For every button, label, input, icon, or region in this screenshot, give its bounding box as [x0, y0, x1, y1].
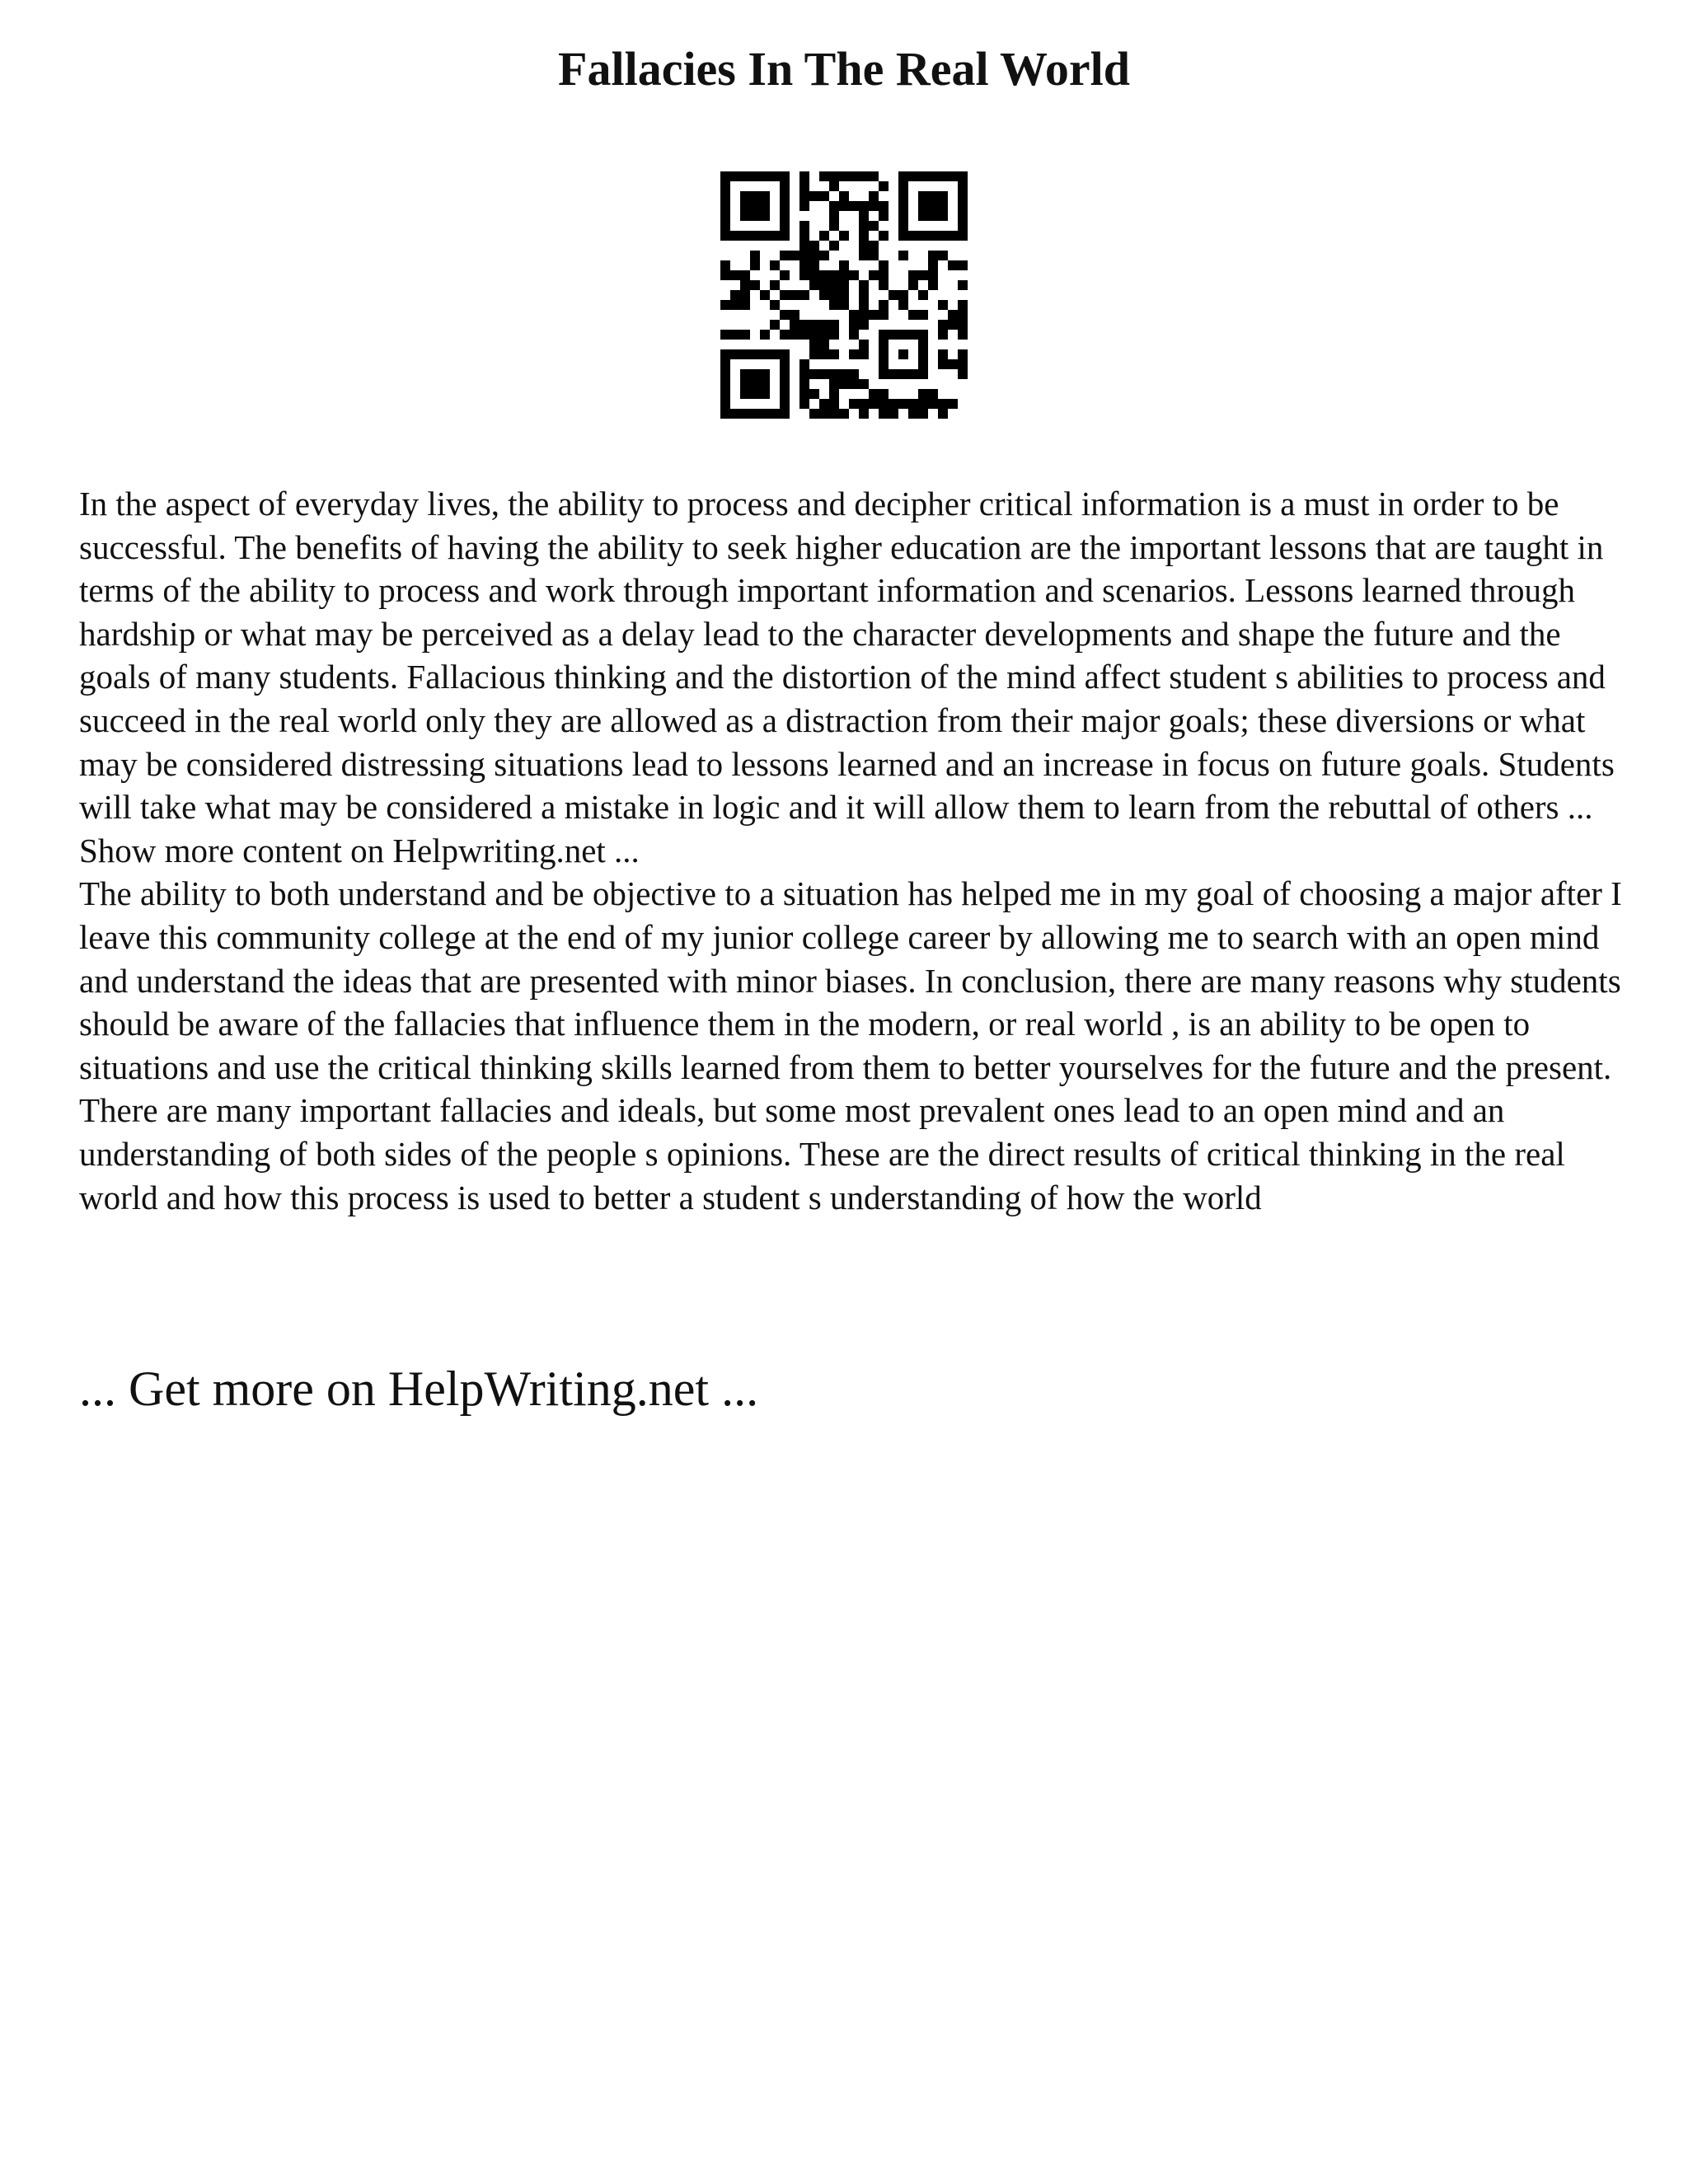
paragraph-1: In the aspect of everyday lives, the ability to process and decipher critical information is a must in order to be successful. The benefits of having the ability to seek higher education are the important lessons that are taught in terms of the ability to process and work through important information and scenarios. Lessons learned through hardship or what may be perceived as a delay lead to the character developments and shape the future and the goals of many students. Fallacious thinking and the distortion of the mind affect student s abilities to process and succeed in the real world only they are allowed as a distraction from their major goals; these diversions or what may be considered distressing situations lead to lessons learned and an increase in focus on future goals. Students will take what may be considered a mistake in logic and it will allow them to learn from the rebuttal of others ... Show more content on Helpwriting.net ...	[79, 485, 1615, 869]
paragraph-2: The ability to both understand and be objective to a situation has helped me in my goal of choosing a major after I leave this community college at the end of my junior college career by allowing me to search with an open mind and understand the ideas that are presented with minor biases. In conclusion, there are many reasons why students should be aware of the fallacies that influence them in the modern, or real world , is an ability to be open to situations and use the critical thinking skills learned from them to better yourselves for the future and the present. There are many important fallacies and ideals, but some most prevalent ones lead to an open mind and an understanding of both sides of the people s opinions. These are the direct results of critical thinking in the real world and how this process is used to better a student s understanding of how the world	[79, 874, 1622, 1216]
qr-code-icon	[720, 171, 968, 419]
get-more-link[interactable]: ... Get more on HelpWriting.net ...	[79, 1361, 759, 1416]
page-title: Fallacies In The Real World	[558, 42, 1130, 96]
article-body	[79, 482, 1629, 1219]
